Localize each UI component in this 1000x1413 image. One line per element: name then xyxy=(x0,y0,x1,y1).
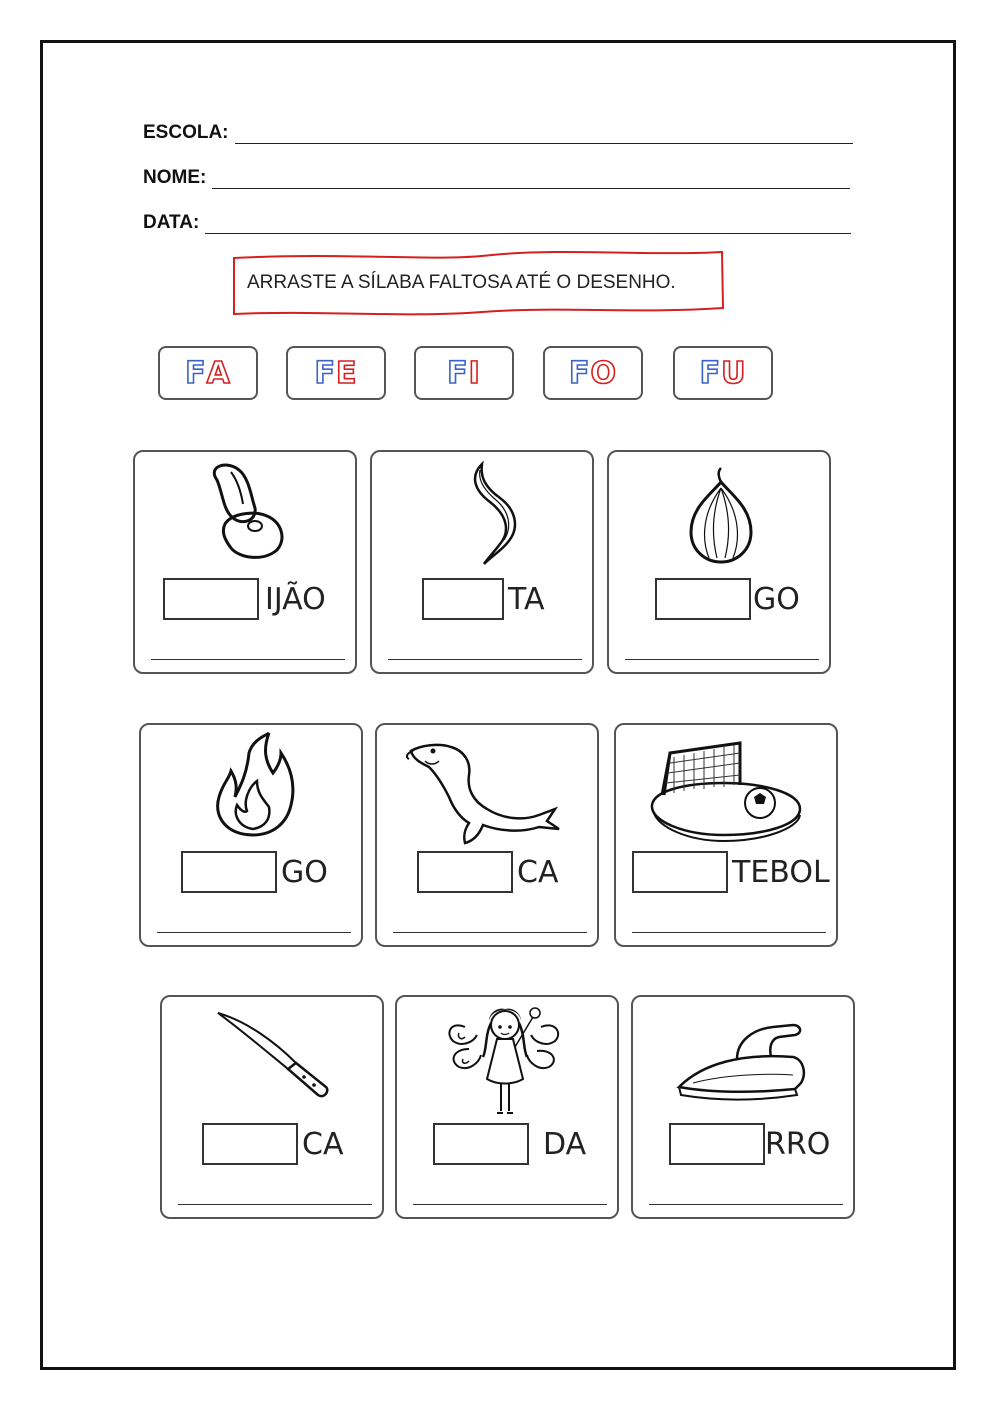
soccer-field-icon xyxy=(644,733,804,845)
write-line[interactable] xyxy=(625,659,819,660)
syllable-consonant: F xyxy=(185,355,207,391)
fig-icon xyxy=(671,458,771,568)
write-line[interactable] xyxy=(413,1204,607,1205)
word-suffix: RRO xyxy=(765,1127,831,1162)
answer-slot[interactable] xyxy=(417,851,513,893)
beans-icon xyxy=(197,458,297,568)
word-suffix: CA xyxy=(302,1127,344,1162)
syllable-tile[interactable] xyxy=(414,346,514,400)
syllable-vowel: O xyxy=(590,355,617,391)
answer-slot[interactable] xyxy=(632,851,728,893)
answer-slot[interactable] xyxy=(163,578,259,620)
syllable-tile[interactable] xyxy=(543,346,643,400)
word-suffix: GO xyxy=(753,582,800,617)
syllable-consonant: F xyxy=(447,355,469,391)
word-card xyxy=(133,450,357,674)
syllable-vowel: E xyxy=(336,355,358,391)
name-label: NOME: xyxy=(143,167,207,188)
word-card xyxy=(160,995,384,1219)
date-field xyxy=(143,212,851,234)
school-label: ESCOLA: xyxy=(143,122,229,143)
word-suffix: TEBOL xyxy=(732,855,830,890)
word-card xyxy=(375,723,599,947)
answer-slot[interactable] xyxy=(181,851,277,893)
syllable-tile[interactable] xyxy=(286,346,386,400)
word-suffix: GO xyxy=(281,855,328,890)
word-card xyxy=(139,723,363,947)
write-line[interactable] xyxy=(632,932,826,933)
iron-icon xyxy=(673,1013,813,1109)
word-card xyxy=(395,995,619,1219)
syllable-tile[interactable] xyxy=(158,346,258,400)
date-label: DATA: xyxy=(143,212,200,233)
write-line[interactable] xyxy=(393,932,587,933)
syllable-vowel: A xyxy=(206,355,231,391)
word-suffix: IJÃO xyxy=(265,582,326,617)
write-line[interactable] xyxy=(151,659,345,660)
syllable-vowel: I xyxy=(468,355,481,391)
name-field xyxy=(143,167,850,189)
word-suffix: CA xyxy=(517,855,559,890)
word-card xyxy=(614,723,838,947)
word-suffix: DA xyxy=(543,1127,587,1162)
fire-icon xyxy=(203,731,303,841)
syllable-vowel: U xyxy=(721,355,747,391)
word-card xyxy=(631,995,855,1219)
syllable-consonant: F xyxy=(314,355,336,391)
answer-slot[interactable] xyxy=(202,1123,298,1165)
instruction-box xyxy=(232,250,726,316)
ribbon-icon xyxy=(434,458,534,568)
fairy-icon xyxy=(443,999,567,1117)
word-suffix: TA xyxy=(508,582,545,617)
answer-slot[interactable] xyxy=(433,1123,529,1165)
name-input-line[interactable] xyxy=(212,170,850,189)
seal-icon xyxy=(403,737,563,849)
answer-slot[interactable] xyxy=(422,578,504,620)
instruction-text: ARRASTE A SÍLABA FALTOSA ATÉ O DESENHO. xyxy=(247,272,676,293)
word-card xyxy=(607,450,831,674)
school-field xyxy=(143,122,853,144)
syllable-consonant: F xyxy=(699,355,722,391)
answer-slot[interactable] xyxy=(655,578,751,620)
write-line[interactable] xyxy=(178,1204,372,1205)
knife-icon xyxy=(212,1007,332,1107)
syllable-tile[interactable] xyxy=(673,346,773,400)
write-line[interactable] xyxy=(388,659,582,660)
date-input-line[interactable] xyxy=(205,215,851,234)
write-line[interactable] xyxy=(157,932,351,933)
answer-slot[interactable] xyxy=(669,1123,765,1165)
word-card xyxy=(370,450,594,674)
school-input-line[interactable] xyxy=(235,125,854,144)
syllable-consonant: F xyxy=(568,355,591,391)
write-line[interactable] xyxy=(649,1204,843,1205)
